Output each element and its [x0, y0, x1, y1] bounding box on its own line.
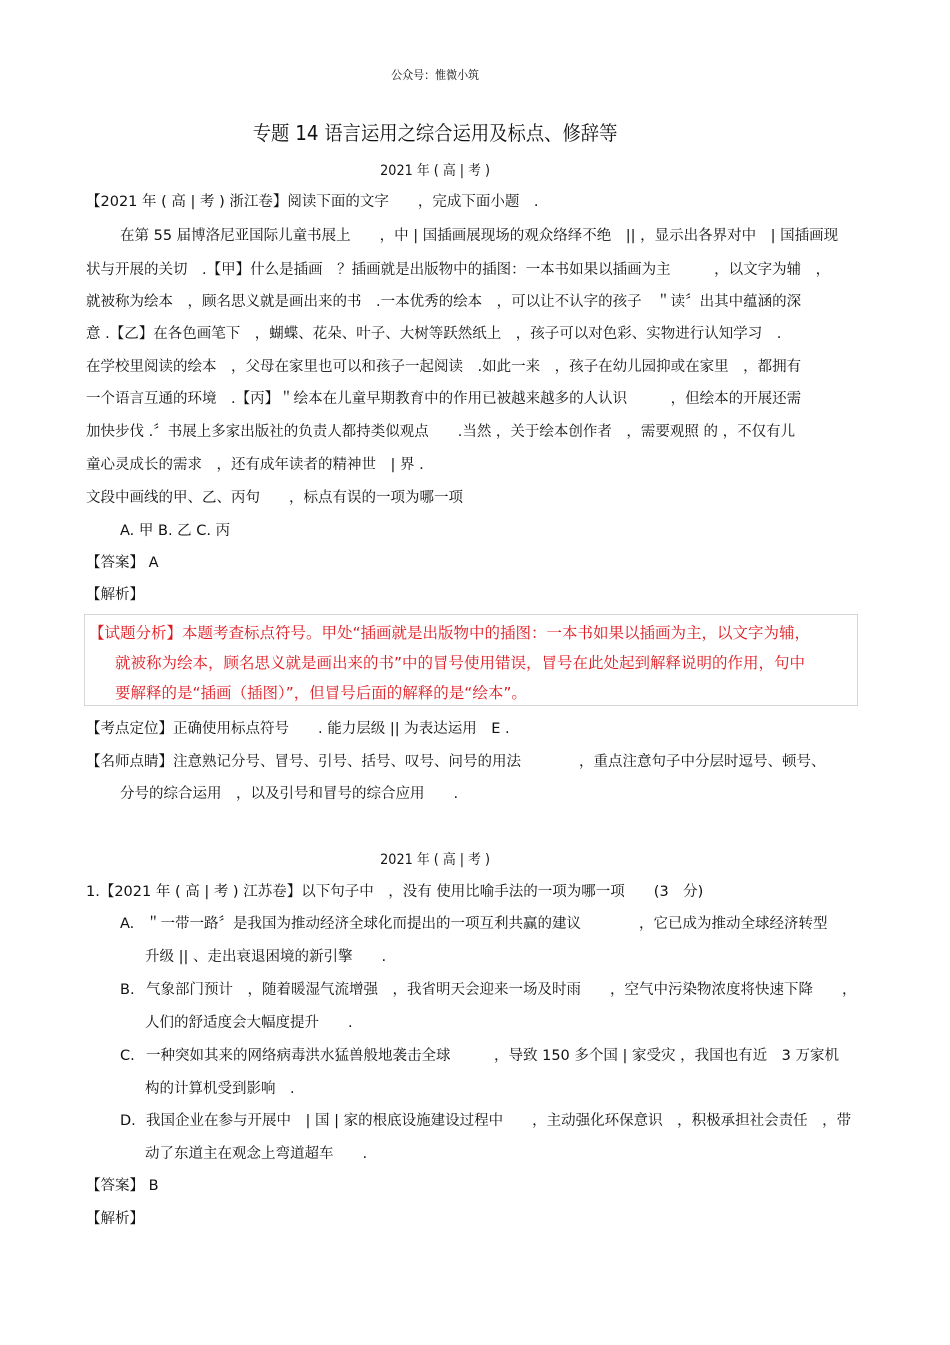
question-text: 文段中画线的甲、乙、丙句 ，标点有误的一项为哪一项 [86, 490, 463, 506]
analysis-line: 【试题分析】本题考查标点符号。甲处“插画就是出版物中的插图：一本书如果以插画为主，以文字为辅， [89, 624, 811, 642]
option-text: 动了东道主在观念上弯道超车 . [145, 1146, 368, 1162]
option-c [120, 1046, 839, 1066]
question-line: 1.【2021 年 ( 高 | 考 ) 江苏卷】以下句子中 ，没有 使用比喻手法的一项为哪一项 (3 分) [86, 884, 704, 900]
passage-line: 加快步伐 .〞书展上多家出版社的负责人都持类似观点 .当然 ，关于绘本创作者 ，需要观照 的 ，不仅有儿 [86, 424, 796, 440]
passage-line: 一个语言互通的环境 .【丙】＂绘本在儿童早期教育中的作用已被越来越多的人认识 ，但绘本的开展还需 [86, 391, 802, 407]
page-title: 专题 14 语言运用之综合运用及标点、修辞等 [252, 121, 618, 145]
analysis-line: 要解释的是“插画（插图）”，但冒号后面的解释的是“绘本”。 [115, 684, 527, 702]
option-text: ＂一带一路〞是我国为推动经济全球化而提出的一项互利共赢的建议 ，它已成为推动全球经济转型 [146, 916, 828, 932]
option-d [120, 1111, 851, 1131]
option-text: 升级 || 、走出衰退困境的新引擎 . [145, 949, 387, 965]
section1-year: 2021 年 ( 高 | 考 ) [380, 163, 491, 179]
answer: 【答案】 B [86, 1178, 159, 1194]
answer-options: A. 甲 B. 乙 C. 丙 [120, 523, 231, 539]
passage-line: 在学校里阅读的绘本 ，父母在家里也可以和孩子一起阅读 .如此一来 ，孩子在幼儿园抑或在家里 ，都拥有 [86, 359, 802, 375]
option-label: A. [120, 916, 135, 932]
option-text: 人们的舒适度会大幅度提升 . [145, 1015, 353, 1031]
passage-line: 状与开展的关切 .【甲】什么是插画 ？插画就是出版物中的插图：一本书如果以插画为主 ，以文字为辅 ， [86, 262, 831, 278]
option-b [120, 980, 857, 1000]
option-text: 气象部门预计 ，随着暖湿气流增强 ，我省明天会迎来一场及时雨 ，空气中污染物浓度将快速下降 ， [146, 982, 857, 998]
passage-line: 就被称为绘本 ，顾名思义就是画出来的书 .一本优秀的绘本 ，可以让不认字的孩子 ＂读〞出其中蕴涵的深 [86, 294, 802, 310]
passage-line: 意 .【乙】在各色画笔下 ，蝴蝶、花朵、叶子、大树等跃然纸上 ，孩子可以对色彩、实物进行认知学习 . [86, 326, 782, 342]
passage-line: 在第 55 届博洛尼亚国际儿童书展上 ，中 | 国插画展现场的观众络绎不绝 || ，显示出各界对中 | 国插画现 [120, 228, 839, 244]
analysis-label: 【解析】 [86, 587, 144, 603]
tips-line: 分号的综合运用 ，以及引号和冒号的综合应用 . [120, 786, 459, 802]
section2-year: 2021 年 ( 高 | 考 ) [380, 852, 491, 868]
analysis-box [84, 614, 858, 706]
analysis-line: 就被称为绘本，顾名思义就是画出来的书”中的冒号使用错误，冒号在此处起到解释说明的作用，句中 [115, 654, 806, 672]
option-label: D. [120, 1113, 136, 1129]
analysis-label: 【解析】 [86, 1211, 144, 1227]
option-label: C. [120, 1048, 135, 1064]
header-account: 公众号：惟微小筑 [391, 68, 480, 82]
key-point: 【考点定位】正确使用标点符号 . 能力层级 || 为表达运用 E . [86, 721, 510, 737]
section1-source: 【2021 年 ( 高 | 考 ) 浙江卷】阅读下面的文字 ，完成下面小题 . [86, 194, 539, 210]
option-text: 构的计算机受到影响 . [145, 1081, 295, 1097]
option-text: 我国企业在参与开展中 | 国 | 家的根底设施建设过程中 ，主动强化环保意识 ，积极承担社会责任 ，带 [146, 1113, 852, 1129]
answer: 【答案】 A [86, 555, 159, 571]
passage-line: 童心灵成长的需求 ，还有成年读者的精神世 | 界 . [86, 457, 424, 473]
option-label: B. [120, 982, 135, 998]
tips-line: 【名师点睛】注意熟记分号、冒号、引号、括号、叹号、问号的用法 ，重点注意句子中分层时逗号、顿号、 [86, 754, 826, 770]
option-text: 一种突如其来的网络病毒洪水猛兽般地袭击全球 ，导致 150 多个国 | 家受灾 ，我国也有近 3 万家机 [146, 1048, 839, 1064]
option-a [120, 914, 828, 934]
